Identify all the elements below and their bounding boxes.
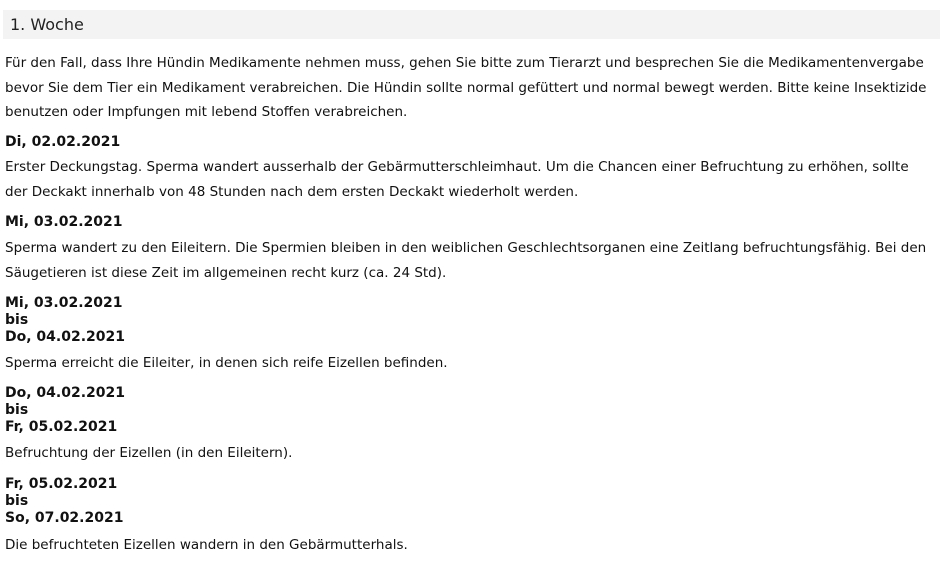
entry-date-to: Fr, 05.02.2021 [5, 419, 118, 435]
entry-date-to: Do, 04.02.2021 [5, 329, 125, 345]
entry-date-separator: bis [5, 493, 29, 509]
intro-paragraph: Für den Fall, dass Ihre Hündin Medikamente nehmen muss, gehen Sie bitte zum Tierarzt und besprechen Sie die Medikamentenvergabe bevor Sie dem Tier ein Medikament verabreichen. Die Hündin sollte normal gefüttert und normal bewegt werden. Bitte keine Insektizide benutzen oder Impfungen mit lebend Stoffen verabreichen. [5, 55, 927, 120]
entry-date-from: Fr, 05.02.2021 [5, 476, 118, 492]
entry-date-to: So, 07.02.2021 [5, 510, 124, 526]
entry-date-range [5, 295, 125, 346]
entry-text: Sperma wandert zu den Eileitern. Die Spermien bleiben in den weiblichen Geschlechtsorganen eine Zeitlang befruchtungsfähig. Bei den Säugetieren ist diese Zeit im allgemeinen recht kurz (ca. 24 Std). [5, 240, 927, 281]
entry-date-range [5, 476, 123, 527]
entry-text: Die befruchteten Eizellen wandern in den Gebärmutterhals. [5, 537, 408, 553]
entry-date-from: Do, 04.02.2021 [5, 385, 125, 401]
entry-text: Befruchtung der Eizellen (in den Eileitern). [5, 445, 293, 461]
entry-date-from: Mi, 03.02.2021 [5, 295, 123, 311]
entry-date-label: Mi, 03.02.2021 [5, 214, 123, 230]
entry-date-separator: bis [5, 312, 29, 328]
entry-date [5, 134, 120, 151]
entry-date-separator: bis [5, 402, 29, 418]
entry-text: Sperma erreicht die Eileiter, in denen sich reife Eizellen befinden. [5, 355, 448, 371]
entry-text: Erster Deckungstag. Sperma wandert ausserhalb der Gebärmutterschleimhaut. Um die Chancen einer Befruchtung zu erhöhen, sollte der Deckakt innerhalb von 48 Stunden nach dem ersten Deckakt wiederholt werden. [5, 159, 909, 200]
entry-date-label: Di, 02.02.2021 [5, 134, 121, 150]
entry-date [5, 214, 123, 231]
entry-date-range [5, 385, 125, 436]
week-header: 1. Woche [3, 10, 940, 39]
